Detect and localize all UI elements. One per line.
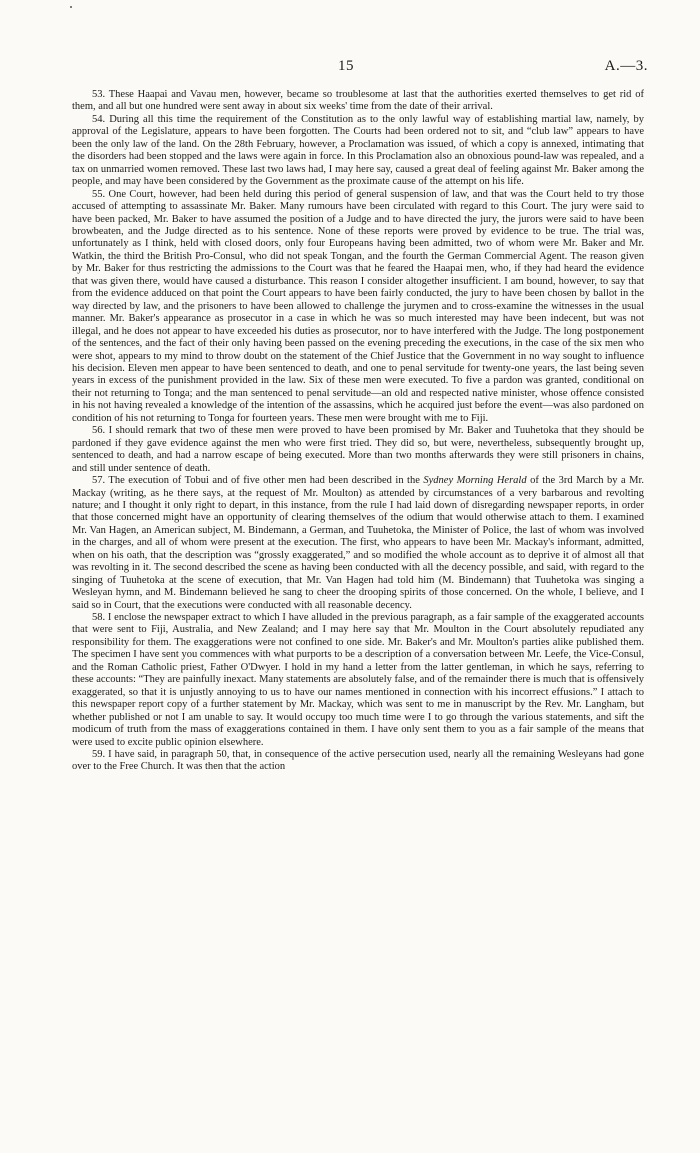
paragraph-59 [72,749,644,774]
newspaper-title: Sydney Morning Herald [423,475,527,487]
page-header [0,58,700,78]
paragraph-text: 54. During all this time the requirement of the Constitution as to the only lawful way of establishing martial law, namely, by approval of the Legislature, appears to have been forgotten. The Courts had been ordered not to sit, and “club law” appears to have been the only law of the land. On the 28th February, however, a Proclamation was issued, of which a copy is annexed, intimating that the disorders had been stopped and the laws were again in force. In this Proclamation also an obnoxious pound-law was repealed, and a tax on unmarried women removed. These last two laws had, I may here say, caused a great deal of feeling against Mr. Baker among the people, and may have been considered by the Government as the proximate cause of the attempt on his life. [72,113,644,188]
paragraph-57 [72,475,644,612]
scan-speck [70,6,72,8]
paragraph-text: 56. I should remark that two of these men were proved to have been promised by Mr. Baker and Tuuhetoka that they should be pardoned if they gave evidence against the men who were first tried. They did so, but were, nevertheless, subsequently brought up, sentenced to death, and had a narrow escape of being executed. More than two months afterwards they were still prisoners in chains, and still under sentence of death. [72,425,644,474]
paragraph-text: 55. One Court, however, had been held during this period of general suspension of law, and that was the Court held to try those accused of attempting to assassinate Mr. Baker. Many rumours have been circulated with regard to this Court. The jury were said to have been packed, Mr. Baker to have assumed the position of a Judge and to have directed the jury, the jurors were said to have been browbeaten, and the Judge directed as to his sentence. None of these reports were proved by evidence to be true. The trial was, unfortunately as I think, held with closed doors, only four Europeans having been admitted, two of whom were Mr. Baker and Mr. Watkin, the third the British Pro-Consul, who did not speak Tongan, and the fourth the German Commercial Agent. The reason given by Mr. Baker for thus restricting the admissions to the Court was that he feared the Haapai men, who, if they had heard the evidence that was given there, would have caused a disturbance. This reason I consider altogether insufficient. I am bound, however, to say that from the evidence adduced on that point the Court appears to have been fairly conducted, the jury to have been chosen by ballot in the way directed by law, and the prisoners to have been allowed to challenge the jurymen and to cross-examine the witnesses in the usual manner. Mr. Baker's appearance as prosecutor in a case in which he was so much interested may have been indecent, but was not illegal, and he does not appear to have exceeded his duties as prosecutor, nor to have interfered with the Judge. The long postponement of the sentences, and the fact of their only having been passed on the evening preceding the executions, in the case of the six men who were shot, appears to my mind to throw doubt on the statement of the Chief Justice that the Government in no way sought to influence his decision. Eleven men appear to have been sentenced to death, and one to penal servitude for twenty-one years, the last being seven years in excess of the punishment provided in the law. Six of these men were executed. To five a pardon was granted, conditional on their not returning to Tonga; and the man sentenced to penal servitude—an old and respected native minister, whose offence consisted in his not having revealed a knowledge of the intention of the assassins, which he acquired just before the event—was also pardoned on condition of his not returning to Tonga for fourteen years. These men were brought with me to Fiji. [72,188,644,424]
paragraph-text: 59. I have said, in paragraph 50, that, in consequence of the active persecution used, nearly all the remaining Wesleyans had gone over to the Free Church. It was then that the action [72,749,644,773]
page-number: 15 [338,58,354,74]
paragraph-text: 58. I enclose the newspaper extract to which I have alluded in the previous paragraph, as a fair sample of the exaggerated accounts that were sent to Fiji, Australia, and New Zealand; and I may here say that Mr. Moulton in the Court absolutely repudiated any responsibility for them. The exaggerations were not confined to one side. Mr. Baker's and Mr. Moulton's parties alike published them. The specimen I have sent you commences with what purports to be a description of a conversation between Mr. Leefe, the Vice-Consul, and the Roman Catholic priest, Father O'Dwyer. I hold in my hand a letter from the latter gentleman, in which he says, referring to these accounts: “They are painfully inexact. Many statements are absolutely false, and of the remainder there is much that is offensively exaggerated, so that it is unjustly annoying to us to have our names mentioned in connection with his incorrect effusions.” I attach to this newspaper report copy of a further statement by Mr. Mackay, which was sent to me in manuscript by the Rev. Mr. Langham, but whether published or not I am unable to say. It would occupy too much time were I to go through the various statements, and sift the modicum of truth from the mass of exaggerations contained in them. I have only sent them to you as a fair sample of the means that were used to excite public opinion elsewhere. [72,612,644,748]
body-text [72,89,644,774]
paragraph-55 [72,189,644,426]
document-reference: A.—3. [604,58,648,74]
paragraph-56 [72,425,644,475]
paragraph-text: of the 3rd March by a Mr. Mackay (writing, as he there says, at the request of Mr. Moulton) as attended by circumstances of a very barbarous and revolting nature; and I thought it only right to depart, in this instance, from the rule I had laid down of disregarding newspaper reports, in order that those concerned might have an opportunity of clearing themselves of the odium that would otherwise attach to them. I examined Mr. Van Hagen, an American subject, M. Bindemann, a German, and Tuuhetoka, the Minister of Police, the last of whom was involved in the charges, and all of whom were present at the execution. The first, who appears to have been Mr. Mackay's informant, admitted, when on his oath, that the description was “grossly exaggerated,” and so modified the whole account as to deprive it of almost all that was revolting in it. The second described the scene as having been conducted with all the decency possible, and said, with regard to the singing of Tuuhetoka at the scene of execution, that Mr. Van Hagen had told him (M. Bindemann) that Tuuhetoka was singing a Wesleyan hymn, and M. Bindemann believed he sang to cheer the drooping spirits of those concerned. On the whole, I believe, and I said so in Court, that the executions were conducted with all reasonable decency. [72,475,644,611]
paragraph-53 [72,89,644,114]
paragraph-58 [72,612,644,749]
paragraph-54 [72,114,644,189]
paragraph-text: 53. These Haapai and Vavau men, however, became so troublesome at last that the authorities exerted themselves to get rid of them, and all but one hundred were sent away in about six weeks' time from the date of their arrival. [72,89,644,113]
paragraph-text: 57. The execution of Tobui and of five other men had been described in the [92,475,424,487]
